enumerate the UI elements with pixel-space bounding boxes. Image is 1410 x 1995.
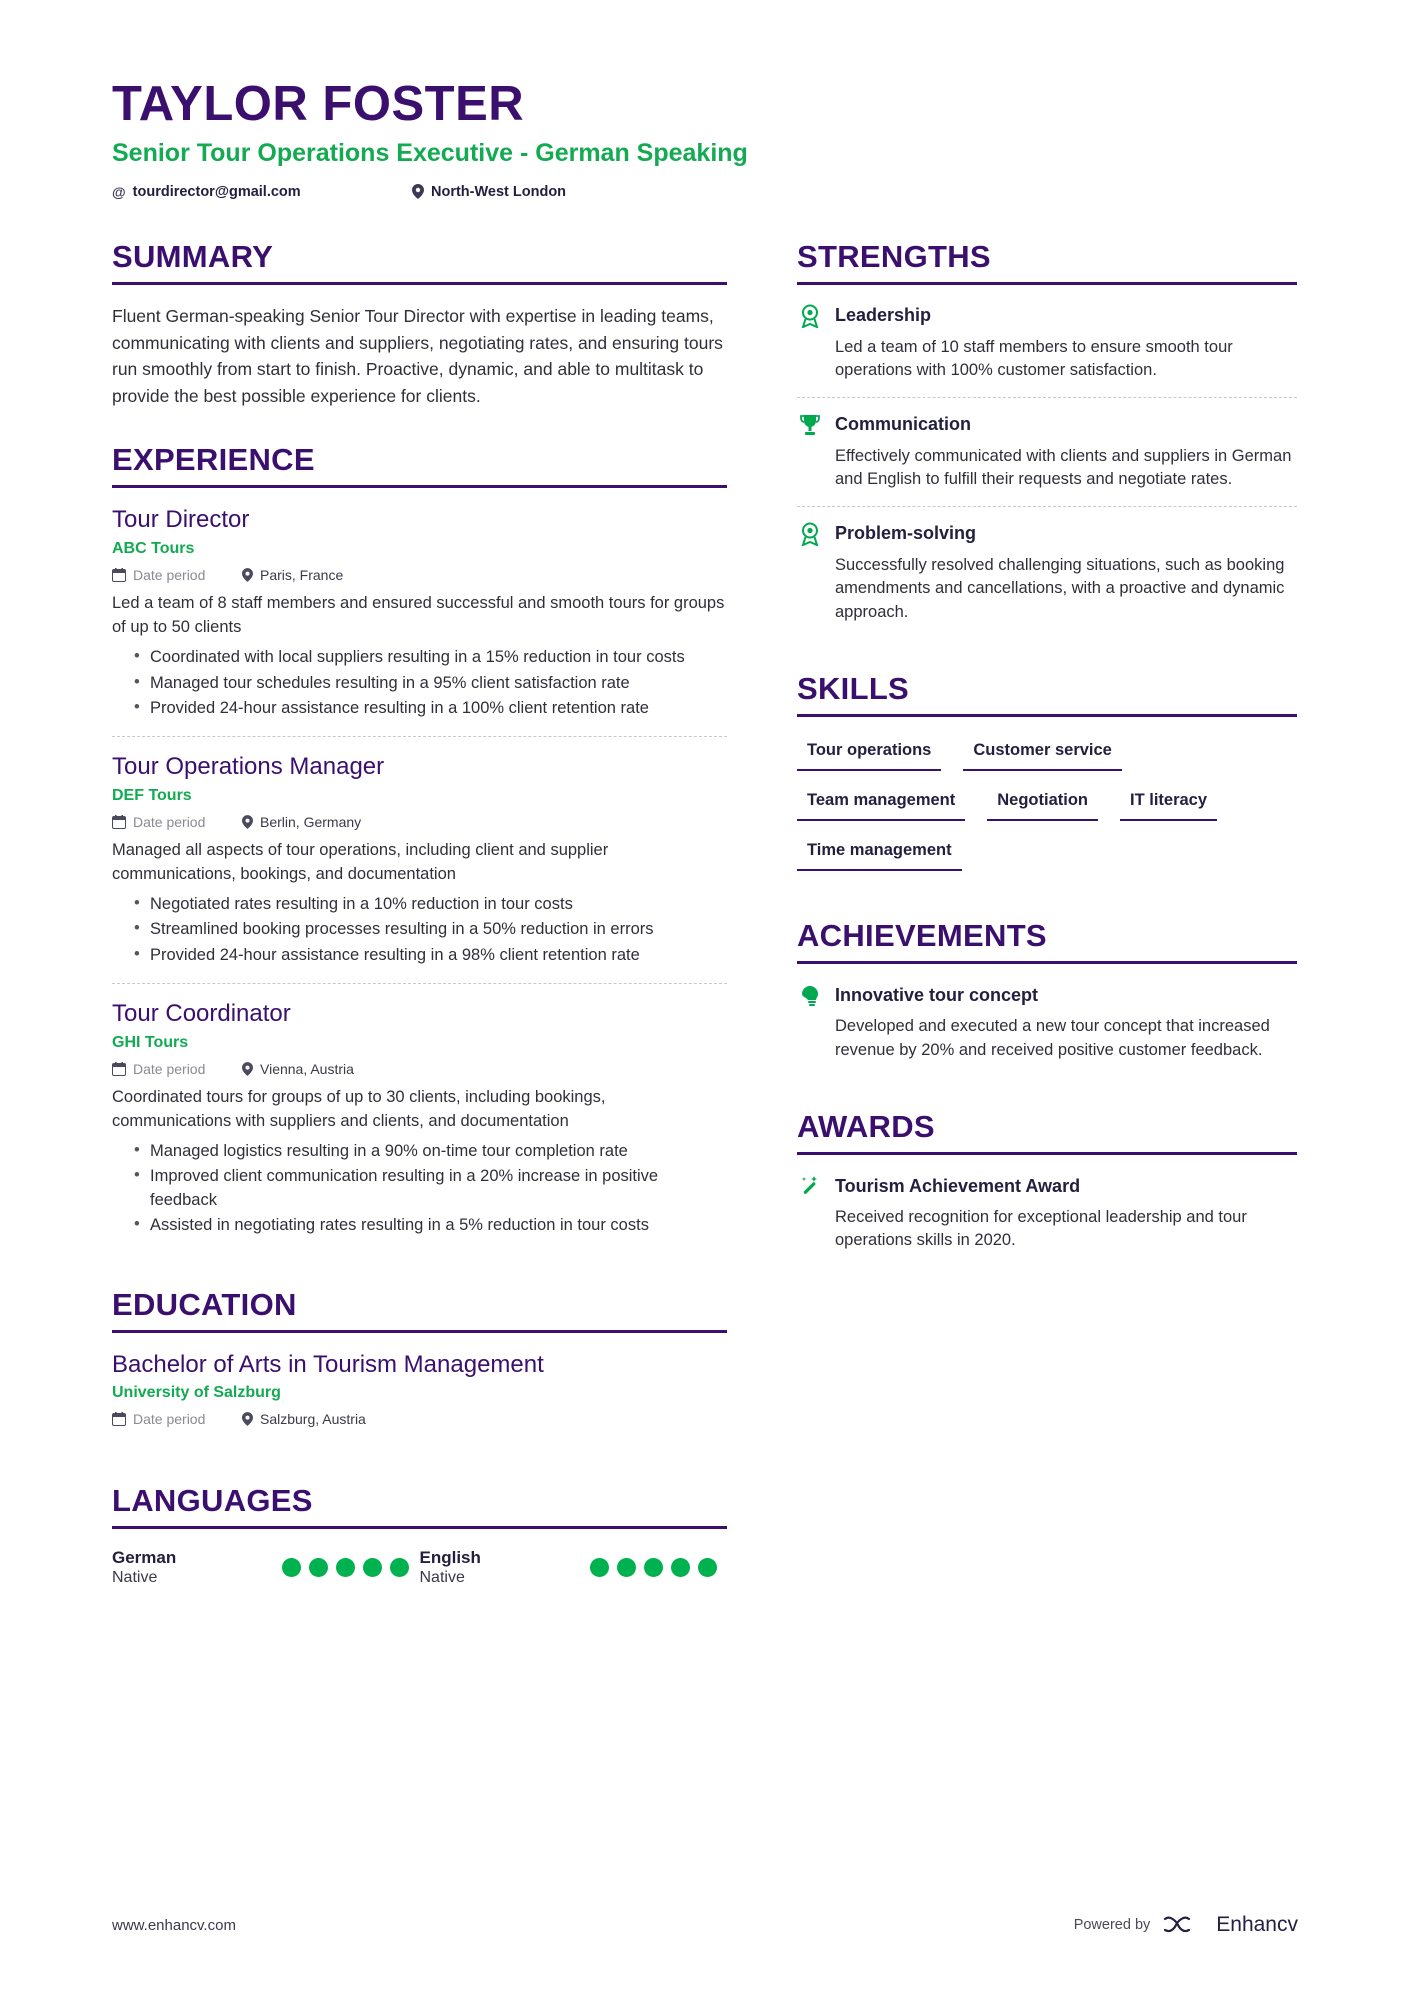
strength-title: Communication — [835, 414, 972, 435]
candidate-role: Senior Tour Operations Executive - German Speaking — [112, 138, 748, 167]
strength-title: Leadership — [835, 305, 932, 326]
strength-text: Effectively communicated with clients and suppliers in German and English to fulfill their requests and negotiate rates. — [835, 446, 1292, 489]
job-date — [112, 567, 242, 583]
language-rating — [282, 1558, 409, 1577]
language-rating — [590, 1558, 717, 1577]
footer-url[interactable]: www.enhancv.com — [112, 1916, 236, 1934]
contact-email[interactable] — [112, 184, 412, 200]
section-skills — [797, 672, 1297, 885]
calendar-icon — [112, 568, 126, 582]
education-heading: EDUCATION — [112, 1286, 297, 1322]
skill-tag: IT literacy — [1120, 785, 1217, 821]
rating-dot — [698, 1558, 717, 1577]
job-title: Tour Operations Manager — [112, 753, 385, 781]
job-bullets — [112, 646, 727, 720]
summary-rule — [112, 282, 727, 285]
strength-item — [797, 397, 1297, 506]
contact-email-text: tourdirector@gmail.com — [132, 183, 301, 200]
page-footer — [112, 1913, 1298, 1937]
job-bullet: • Streamlined booking processes resulting in a 50% reduction in errors — [134, 918, 727, 941]
skills-list — [797, 735, 1297, 885]
job-date — [112, 1061, 242, 1077]
rating-dot — [309, 1558, 328, 1577]
candidate-name: TAYLOR FOSTER — [112, 77, 525, 131]
strengths-heading: STRENGTHS — [797, 238, 991, 274]
job-bullet: • Managed tour schedules resulting in a 95% client satisfaction rate — [134, 672, 727, 695]
language-info — [112, 1547, 282, 1589]
experience-rule — [112, 485, 727, 488]
job-bullet: • Negotiated rates resulting in a 10% reduction in tour costs — [134, 893, 727, 916]
strengths-rule — [797, 282, 1297, 285]
strength-title: Problem-solving — [835, 523, 977, 544]
strength-header — [797, 521, 1297, 547]
job-bullet: • Provided 24-hour assistance resulting in a 100% client retention rate — [134, 697, 727, 720]
rating-dot — [282, 1558, 301, 1577]
location-pin-icon — [242, 815, 253, 829]
strength-item — [797, 303, 1297, 397]
location-pin-icon — [242, 1062, 253, 1076]
job-date — [112, 814, 242, 830]
resume-header — [112, 78, 1298, 200]
award-header — [797, 1173, 1297, 1199]
skill-tag: Tour operations — [797, 735, 941, 771]
summary-heading: SUMMARY — [112, 238, 274, 274]
rating-dot — [671, 1558, 690, 1577]
job-meta — [112, 814, 727, 830]
calendar-icon — [112, 815, 126, 829]
enhancv-mark-icon — [1162, 1914, 1206, 1936]
experience-item — [112, 983, 727, 1253]
contact-location-text: North-West London — [431, 183, 567, 200]
job-bullets — [112, 1140, 727, 1238]
education-date-text: Date period — [133, 1410, 206, 1427]
achievement-text: Developed and executed a new tour concept that increased revenue by 20% and received positive customer feedback. — [835, 1017, 1270, 1059]
rating-dot — [390, 1558, 409, 1577]
summary-text: Fluent German-speaking Senior Tour Director with expertise in leading teams, communicating with clients and suppliers, negotiating rates, and ensuring tours run smoothly from start to finish. Proactive, dynamic, and able to multitask to provide the best possible experience for clients. — [112, 305, 723, 406]
languages-rule — [112, 1526, 727, 1529]
languages-list — [112, 1547, 727, 1589]
strength-header — [797, 412, 1297, 438]
award-text: Received recognition for exceptional leadership and tour operations skills in 2020. — [835, 1208, 1247, 1250]
education-rule — [112, 1330, 727, 1333]
powered-by-label: Powered by — [1073, 1917, 1151, 1933]
job-location — [242, 1061, 354, 1077]
job-bullet: • Improved client communication resulting in a 20% increase in positive feedback — [134, 1165, 727, 1212]
job-location-text: Paris, France — [260, 567, 344, 584]
job-title: Tour Director — [112, 506, 250, 534]
skill-tag: Customer service — [963, 735, 1122, 771]
location-pin-icon — [242, 1412, 253, 1426]
education-degree: Bachelor of Arts in Tourism Management — [112, 1350, 544, 1378]
experience-heading: EXPERIENCE — [112, 442, 315, 478]
job-company: ABC Tours — [112, 540, 195, 558]
rating-dot — [336, 1558, 355, 1577]
powered-by — [1074, 1913, 1298, 1937]
education-school: University of Salzburg — [112, 1383, 281, 1401]
job-bullet: • Managed logistics resulting in a 90% on-time tour completion rate — [134, 1140, 727, 1163]
skill-tag: Negotiation — [987, 785, 1098, 821]
strength-item — [797, 506, 1297, 638]
language-level: Native — [419, 1569, 465, 1587]
job-bullet: • Coordinated with local suppliers resulting in a 15% reduction in tour costs — [134, 646, 727, 669]
section-awards — [797, 1110, 1297, 1267]
education-meta — [112, 1411, 727, 1427]
strength-text: Led a team of 10 staff members to ensure smooth tour operations with 100% customer satisfaction. — [835, 337, 1233, 380]
job-date-text: Date period — [133, 1061, 206, 1078]
left-column — [112, 240, 767, 1623]
location-pin-icon — [412, 184, 424, 199]
job-location — [242, 567, 343, 583]
contact-location — [412, 184, 566, 200]
calendar-icon — [112, 1412, 126, 1426]
lightbulb-head-icon — [797, 982, 823, 1008]
job-bullets — [112, 893, 727, 967]
job-description: Managed all aspects of tour operations, including client and supplier communications, bookings, and documentation — [112, 841, 609, 884]
job-location — [242, 814, 361, 830]
achievement-header — [797, 982, 1297, 1008]
award-badge-icon — [797, 521, 823, 547]
job-company: DEF Tours — [112, 787, 192, 805]
achievement-title: Innovative tour concept — [835, 984, 1039, 1005]
education-item — [112, 1351, 727, 1450]
job-meta — [112, 1061, 727, 1077]
job-location-text: Berlin, Germany — [260, 814, 362, 831]
strength-header — [797, 303, 1297, 329]
language-item — [112, 1547, 420, 1589]
skill-tag: Time management — [797, 835, 962, 871]
rating-dot — [363, 1558, 382, 1577]
skills-heading: SKILLS — [797, 670, 910, 706]
award-badge-icon — [797, 303, 823, 329]
section-summary — [112, 240, 727, 409]
brand-name: Enhancv — [1216, 1913, 1298, 1936]
resume-columns — [112, 240, 1298, 1623]
location-pin-icon — [242, 568, 253, 582]
contact-row — [112, 184, 1298, 200]
job-location-text: Vienna, Austria — [260, 1061, 354, 1078]
experience-item — [112, 736, 727, 983]
section-experience — [112, 443, 727, 1253]
section-achievements — [797, 919, 1297, 1076]
strength-text: Successfully resolved challenging situations, such as booking amendments and cancellations, with a proactive and dynamic approach. — [835, 555, 1285, 621]
rating-dot — [617, 1558, 636, 1577]
magic-wand-icon — [797, 1173, 823, 1199]
job-meta — [112, 567, 727, 583]
experience-item — [112, 506, 727, 736]
section-education — [112, 1288, 727, 1450]
achievements-heading: ACHIEVEMENTS — [797, 918, 1047, 954]
language-name: English — [419, 1547, 481, 1567]
language-name: German — [112, 1547, 177, 1567]
rating-dot — [644, 1558, 663, 1577]
awards-rule — [797, 1152, 1297, 1155]
job-date-text: Date period — [133, 567, 206, 584]
languages-heading: LANGUAGES — [112, 1482, 313, 1518]
achievements-rule — [797, 961, 1297, 964]
section-languages — [112, 1484, 727, 1589]
job-description: Coordinated tours for groups of up to 30 clients, including bookings, communications with suppliers and clients, and documentation — [112, 1088, 606, 1130]
job-company: GHI Tours — [112, 1034, 189, 1052]
calendar-icon — [112, 1062, 126, 1076]
skills-rule — [797, 714, 1297, 717]
language-info — [420, 1547, 590, 1589]
email-icon: @ — [112, 183, 126, 200]
awards-heading: AWARDS — [797, 1108, 935, 1144]
job-title: Tour Coordinator — [112, 1000, 291, 1028]
award-title: Tourism Achievement Award — [835, 1175, 1081, 1196]
rating-dot — [590, 1558, 609, 1577]
brand-logo — [1162, 1913, 1298, 1937]
job-description: Led a team of 8 staff members and ensured successful and smooth tours for groups of up to 50 clients — [112, 594, 725, 637]
job-bullet: • Provided 24-hour assistance resulting in a 98% client retention rate — [134, 944, 727, 967]
education-date — [112, 1411, 242, 1427]
award-item — [797, 1173, 1297, 1267]
right-column — [767, 240, 1297, 1301]
job-date-text: Date period — [133, 814, 206, 831]
achievement-item — [797, 982, 1297, 1076]
skill-tag: Team management — [797, 785, 965, 821]
language-level: Native — [112, 1569, 158, 1587]
trophy-icon — [797, 412, 823, 438]
section-strengths — [797, 240, 1297, 638]
language-item — [420, 1547, 728, 1589]
education-location-text: Salzburg, Austria — [260, 1410, 366, 1427]
job-bullet: • Assisted in negotiating rates resulting in a 5% reduction in tour costs — [134, 1214, 727, 1237]
education-location — [242, 1411, 366, 1427]
